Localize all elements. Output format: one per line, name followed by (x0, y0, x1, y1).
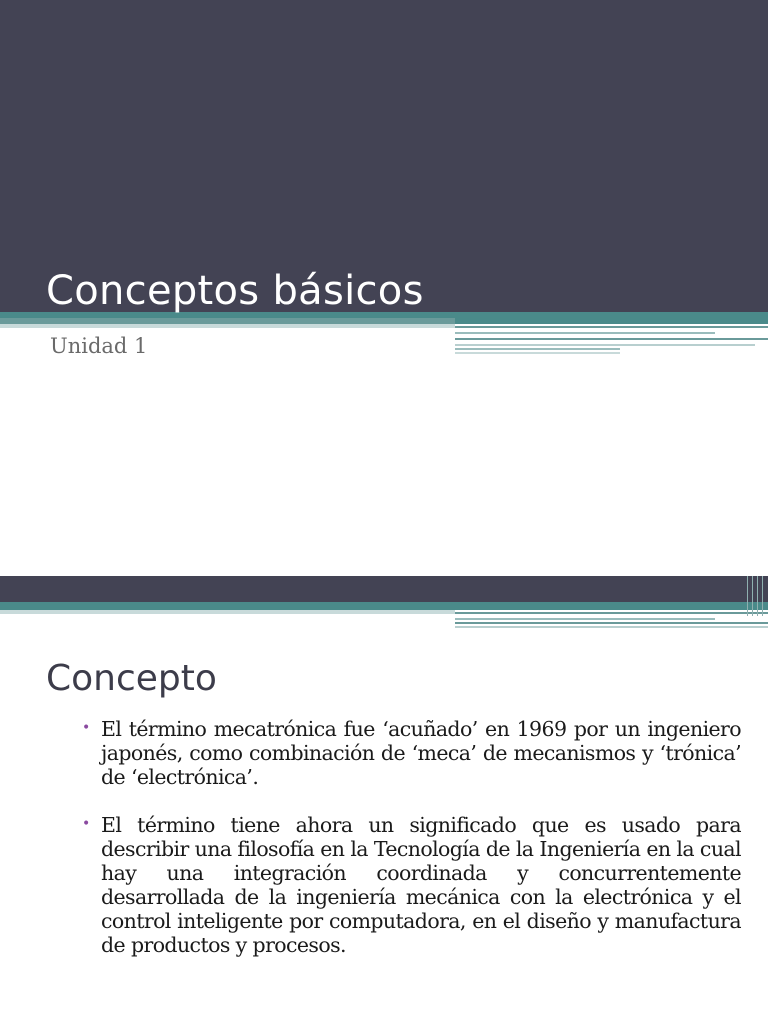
bullet-text: El término mecatrónica fue ‘acuñado’ en 1969 por un ingeniero japonés, como combinación de ‘meca’ de mecanismos y ‘trónica’ de ‘electrónica’. (101, 717, 741, 789)
decorative-stripes (455, 324, 768, 356)
bullet-icon: • (82, 816, 91, 832)
header-band (0, 576, 768, 602)
slide-title: Conceptos básicos (46, 268, 424, 314)
decorative-stripes (455, 610, 768, 628)
bullet-icon: • (82, 720, 91, 736)
slide-subtitle: Unidad 1 (50, 334, 148, 358)
list-item (82, 717, 741, 789)
accent-band (0, 602, 768, 610)
bullet-list (82, 717, 741, 981)
header-band (0, 0, 768, 312)
section-title: Concepto (46, 658, 217, 699)
accent-line (0, 324, 455, 328)
decorative-vertical-bars (744, 576, 768, 616)
list-item (82, 813, 741, 957)
bullet-text: El término tiene ahora un significado que es usado para describir una filosofía en la Tecnología de la Ingeniería en la cual hay una integración coordinada y concurrentemente desarrollada de la ingeniería mecánica con la electrónica y el control inteligente por computadora, en el diseño y manufactura de productos y procesos. (101, 813, 741, 957)
accent-line (0, 610, 455, 614)
content-slide (0, 576, 768, 1024)
